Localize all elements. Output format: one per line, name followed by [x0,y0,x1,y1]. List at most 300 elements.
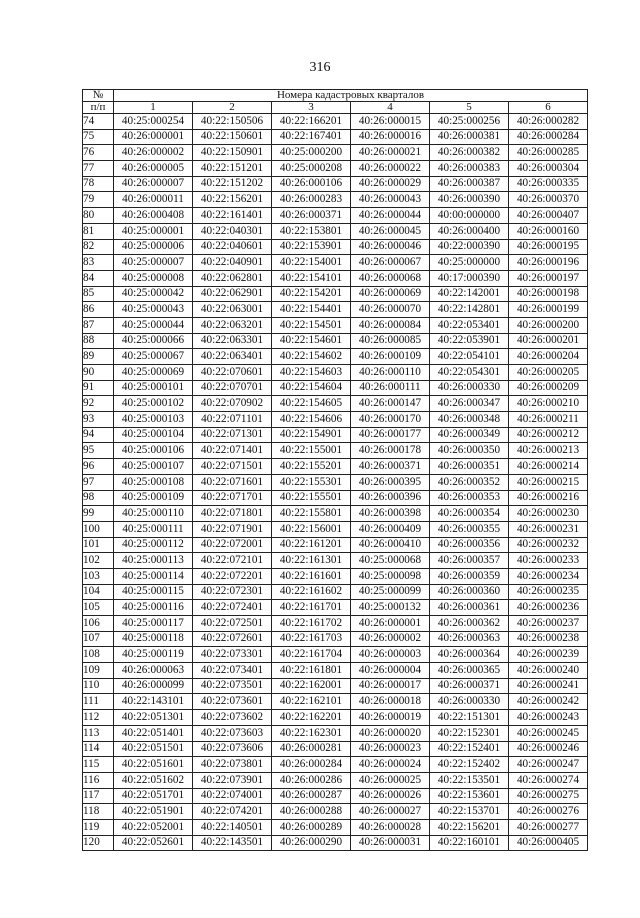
cadastral-code-cell: 40:26:000004 [351,663,430,679]
table-row [83,349,588,365]
cadastral-code-cell: 40:22:160101 [430,835,509,851]
cadastral-code-cell: 40:22:052001 [114,819,193,835]
cadastral-code-cell: 40:22:072201 [193,568,272,584]
row-number-cell: 115 [83,757,114,773]
row-number-cell: 108 [83,647,114,663]
cadastral-code-cell: 40:26:000024 [351,757,430,773]
cadastral-code-cell: 40:26:000361 [430,600,509,616]
cadastral-code-cell: 40:22:154501 [272,317,351,333]
cadastral-code-cell: 40:22:161703 [272,631,351,647]
cadastral-code-cell: 40:26:000017 [351,678,430,694]
row-number-cell: 89 [83,349,114,365]
cadastral-code-cell: 40:26:000212 [509,427,588,443]
cadastral-code-cell: 40:26:000197 [509,270,588,286]
cadastral-code-cell: 40:22:054301 [430,365,509,381]
table-row [83,255,588,271]
cadastral-code-cell: 40:26:000214 [509,459,588,475]
header-number-sign: № [83,90,114,102]
header-row-top [83,90,588,102]
cadastral-code-cell: 40:26:000330 [430,694,509,710]
cadastral-code-cell: 40:26:000274 [509,772,588,788]
cadastral-code-cell: 40:26:000281 [272,741,351,757]
cadastral-code-cell: 40:25:000114 [114,568,193,584]
cadastral-code-cell: 40:25:000117 [114,616,193,632]
cadastral-code-cell: 40:26:000246 [509,741,588,757]
table-row [83,663,588,679]
cadastral-code-cell: 40:26:000349 [430,427,509,443]
cadastral-code-cell: 40:25:000000 [430,255,509,271]
table-row [83,192,588,208]
cadastral-code-cell: 40:22:063201 [193,317,272,333]
cadastral-code-cell: 40:22:150506 [193,114,272,130]
cadastral-code-cell: 40:22:154901 [272,427,351,443]
cadastral-code-cell: 40:22:074201 [193,804,272,820]
row-number-cell: 111 [83,694,114,710]
cadastral-code-cell: 40:26:000147 [351,396,430,412]
row-number-cell: 90 [83,365,114,381]
cadastral-code-cell: 40:26:000410 [351,537,430,553]
row-number-cell: 94 [83,427,114,443]
cadastral-code-cell: 40:26:000201 [509,333,588,349]
cadastral-code-cell: 40:26:000370 [509,192,588,208]
cadastral-code-cell: 40:26:000031 [351,835,430,851]
row-number-cell: 85 [83,286,114,302]
cadastral-code-cell: 40:26:000289 [272,819,351,835]
table-row [83,521,588,537]
table-row [83,835,588,851]
row-number-cell: 99 [83,506,114,522]
table-row [83,819,588,835]
table-row [83,176,588,192]
row-number-cell: 88 [83,333,114,349]
cadastral-code-cell: 40:22:070902 [193,396,272,412]
cadastral-code-cell: 40:26:000242 [509,694,588,710]
cadastral-code-cell: 40:26:000085 [351,333,430,349]
row-number-cell: 87 [83,317,114,333]
row-number-cell: 101 [83,537,114,553]
cadastral-code-cell: 40:26:000029 [351,176,430,192]
cadastral-code-cell: 40:22:150601 [193,129,272,145]
table-row [83,161,588,177]
cadastral-code-cell: 40:26:000084 [351,317,430,333]
cadastral-code-cell: 40:22:143501 [193,835,272,851]
cadastral-code-cell: 40:22:154603 [272,365,351,381]
cadastral-code-cell: 40:22:051701 [114,788,193,804]
cadastral-code-cell: 40:22:154605 [272,396,351,412]
column-number-1: 1 [114,102,193,114]
row-number-cell: 100 [83,521,114,537]
row-number-cell: 97 [83,474,114,490]
row-number-cell: 114 [83,741,114,757]
table-row [83,474,588,490]
cadastral-code-cell: 40:22:073603 [193,725,272,741]
row-number-cell: 110 [83,678,114,694]
cadastral-code-cell: 40:26:000382 [430,145,509,161]
cadastral-code-cell: 40:26:000063 [114,663,193,679]
table-row [83,427,588,443]
cadastral-code-cell: 40:26:000111 [351,380,430,396]
cadastral-code-cell: 40:22:154606 [272,412,351,428]
row-number-cell: 86 [83,302,114,318]
cadastral-code-cell: 40:26:000001 [114,129,193,145]
row-number-cell: 109 [83,663,114,679]
table-row [83,333,588,349]
row-number-cell: 112 [83,710,114,726]
table-row [83,631,588,647]
cadastral-code-cell: 40:26:000362 [430,616,509,632]
row-number-cell: 106 [83,616,114,632]
cadastral-code-cell: 40:22:142001 [430,286,509,302]
cadastral-code-cell: 40:26:000068 [351,270,430,286]
cadastral-code-cell: 40:26:000335 [509,176,588,192]
cadastral-code-cell: 40:26:000160 [509,223,588,239]
cadastral-code-cell: 40:22:073501 [193,678,272,694]
cadastral-code-cell: 40:26:000395 [351,474,430,490]
cadastral-code-cell: 40:22:153801 [272,223,351,239]
cadastral-code-cell: 40:25:000132 [351,600,430,616]
cadastral-code-cell: 40:25:000068 [351,553,430,569]
cadastral-code-cell: 40:26:000198 [509,286,588,302]
cadastral-code-cell: 40:26:000195 [509,239,588,255]
table-row [83,741,588,757]
cadastral-code-cell: 40:25:000099 [351,584,430,600]
cadastral-code-cell: 40:26:000002 [351,631,430,647]
cadastral-code-cell: 40:26:000285 [509,145,588,161]
column-number-4: 4 [351,102,430,114]
cadastral-code-cell: 40:22:161401 [193,208,272,224]
cadastral-code-cell: 40:22:155501 [272,490,351,506]
cadastral-code-cell: 40:26:000275 [509,788,588,804]
cadastral-code-cell: 40:26:000238 [509,631,588,647]
cadastral-code-cell: 40:22:152401 [430,741,509,757]
cadastral-code-cell: 40:22:072301 [193,584,272,600]
table-row [83,772,588,788]
cadastral-code-cell: 40:26:000352 [430,474,509,490]
cadastral-code-cell: 40:22:152402 [430,757,509,773]
row-number-cell: 119 [83,819,114,835]
cadastral-code-cell: 40:26:000235 [509,584,588,600]
row-number-cell: 107 [83,631,114,647]
table-row [83,584,588,600]
cadastral-code-cell: 40:25:000256 [430,114,509,130]
cadastral-code-cell: 40:26:000020 [351,725,430,741]
cadastral-code-cell: 40:26:000357 [430,553,509,569]
cadastral-code-cell: 40:25:000101 [114,380,193,396]
cadastral-code-cell: 40:26:000359 [430,568,509,584]
row-number-cell: 93 [83,412,114,428]
row-number-cell: 103 [83,568,114,584]
cadastral-code-cell: 40:26:000178 [351,443,430,459]
cadastral-code-cell: 40:26:000351 [430,459,509,475]
cadastral-code-cell: 40:22:166201 [272,114,351,130]
table-row [83,239,588,255]
page-number: 316 [309,60,331,75]
cadastral-code-cell: 40:26:000216 [509,490,588,506]
row-number-cell: 118 [83,804,114,820]
cadastral-code-cell: 40:22:142801 [430,302,509,318]
cadastral-code-cell: 40:25:000102 [114,396,193,412]
cadastral-code-cell: 40:26:000405 [509,835,588,851]
cadastral-code-cell: 40:25:000044 [114,317,193,333]
cadastral-code-cell: 40:22:072601 [193,631,272,647]
row-number-cell: 77 [83,161,114,177]
cadastral-code-cell: 40:25:000066 [114,333,193,349]
cadastral-code-cell: 40:26:000106 [272,176,351,192]
cadastral-code-cell: 40:22:161701 [272,600,351,616]
cadastral-code-cell: 40:26:000236 [509,600,588,616]
table-row [83,616,588,632]
table-row [83,568,588,584]
cadastral-code-cell: 40:22:140501 [193,819,272,835]
table-row [83,223,588,239]
cadastral-code-cell: 40:22:072001 [193,537,272,553]
cadastral-code-cell: 40:25:000112 [114,537,193,553]
table-row [83,678,588,694]
cadastral-code-cell: 40:26:000070 [351,302,430,318]
cadastral-table [82,89,588,851]
cadastral-code-cell: 40:22:155001 [272,443,351,459]
cadastral-code-cell: 40:22:161201 [272,537,351,553]
table-row [83,317,588,333]
cadastral-code-cell: 40:26:000371 [272,208,351,224]
cadastral-code-cell: 40:25:000118 [114,631,193,647]
row-number-cell: 83 [83,255,114,271]
cadastral-code-cell: 40:22:051401 [114,725,193,741]
cadastral-code-cell: 40:26:000003 [351,647,430,663]
table-row [83,208,588,224]
cadastral-code-cell: 40:22:051301 [114,710,193,726]
cadastral-code-cell: 40:26:000363 [430,631,509,647]
cadastral-code-cell: 40:22:063301 [193,333,272,349]
cadastral-code-cell: 40:26:000205 [509,365,588,381]
cadastral-code-cell: 40:26:000209 [509,380,588,396]
cadastral-code-cell: 40:22:051602 [114,772,193,788]
cadastral-code-cell: 40:22:161602 [272,584,351,600]
cadastral-code-cell: 40:26:000028 [351,819,430,835]
cadastral-code-cell: 40:26:000381 [430,129,509,145]
cadastral-code-cell: 40:26:000018 [351,694,430,710]
cadastral-code-cell: 40:22:071901 [193,521,272,537]
cadastral-code-cell: 40:25:000110 [114,506,193,522]
cadastral-code-cell: 40:25:000042 [114,286,193,302]
cadastral-code-cell: 40:26:000371 [430,678,509,694]
cadastral-code-cell: 40:22:153601 [430,788,509,804]
row-number-cell: 84 [83,270,114,286]
row-number-cell: 113 [83,725,114,741]
cadastral-code-cell: 40:22:040601 [193,239,272,255]
row-number-cell: 117 [83,788,114,804]
cadastral-code-cell: 40:22:070701 [193,380,272,396]
cadastral-code-cell: 40:22:062901 [193,286,272,302]
row-number-cell: 104 [83,584,114,600]
cadastral-code-cell: 40:26:000355 [430,521,509,537]
table-row [83,804,588,820]
cadastral-code-cell: 40:22:070601 [193,365,272,381]
cadastral-code-cell: 40:22:162201 [272,710,351,726]
cadastral-code-cell: 40:26:000021 [351,145,430,161]
cadastral-code-cell: 40:22:040301 [193,223,272,239]
cadastral-code-cell: 40:26:000354 [430,506,509,522]
cadastral-code-cell: 40:25:000208 [272,161,351,177]
cadastral-code-cell: 40:22:051501 [114,741,193,757]
column-number-6: 6 [509,102,588,114]
table-row [83,114,588,130]
cadastral-code-cell: 40:22:154101 [272,270,351,286]
table-row [83,286,588,302]
cadastral-code-cell: 40:26:000398 [351,506,430,522]
table-row [83,788,588,804]
cadastral-code-cell: 40:26:000045 [351,223,430,239]
cadastral-code-cell: 40:22:161801 [272,663,351,679]
header-group-title: Номера кадастровых кварталов [114,90,588,102]
cadastral-code-cell: 40:26:000233 [509,553,588,569]
cadastral-code-cell: 40:26:000015 [351,114,430,130]
cadastral-code-cell: 40:22:071101 [193,412,272,428]
cadastral-code-cell: 40:26:000330 [430,380,509,396]
cadastral-code-cell: 40:22:162101 [272,694,351,710]
cadastral-code-cell: 40:26:000007 [114,176,193,192]
cadastral-code-cell: 40:22:071801 [193,506,272,522]
cadastral-code-cell: 40:22:153701 [430,804,509,820]
cadastral-code-cell: 40:26:000290 [272,835,351,851]
cadastral-code-cell: 40:26:000239 [509,647,588,663]
cadastral-code-cell: 40:22:162001 [272,678,351,694]
cadastral-code-cell: 40:26:000276 [509,804,588,820]
cadastral-code-cell: 40:26:000005 [114,161,193,177]
cadastral-code-cell: 40:22:071701 [193,490,272,506]
cadastral-code-cell: 40:26:000023 [351,741,430,757]
cadastral-code-cell: 40:22:161601 [272,568,351,584]
cadastral-code-cell: 40:22:073301 [193,647,272,663]
cadastral-code-cell: 40:22:152301 [430,725,509,741]
row-number-cell: 74 [83,114,114,130]
cadastral-code-cell: 40:26:000400 [430,223,509,239]
cadastral-code-cell: 40:25:000107 [114,459,193,475]
table-row [83,396,588,412]
cadastral-code-cell: 40:25:000109 [114,490,193,506]
cadastral-code-cell: 40:00:000000 [430,208,509,224]
cadastral-code-cell: 40:26:000396 [351,490,430,506]
cadastral-code-cell: 40:25:000106 [114,443,193,459]
cadastral-code-cell: 40:25:000254 [114,114,193,130]
cadastral-code-cell: 40:25:000119 [114,647,193,663]
cadastral-code-cell: 40:26:000200 [509,317,588,333]
row-number-cell: 81 [83,223,114,239]
cadastral-code-cell: 40:26:000364 [430,647,509,663]
cadastral-code-cell: 40:22:153901 [272,239,351,255]
cadastral-code-cell: 40:26:000277 [509,819,588,835]
cadastral-code-cell: 40:25:000111 [114,521,193,537]
table-row [83,647,588,663]
cadastral-code-cell: 40:22:167401 [272,129,351,145]
cadastral-code-cell: 40:26:000245 [509,725,588,741]
table-row [83,443,588,459]
cadastral-code-cell: 40:22:073801 [193,757,272,773]
cadastral-code-cell: 40:22:063401 [193,349,272,365]
table-row [83,757,588,773]
cadastral-code-cell: 40:22:051901 [114,804,193,820]
table-row [83,365,588,381]
cadastral-code-cell: 40:22:154604 [272,380,351,396]
row-number-cell: 80 [83,208,114,224]
cadastral-code-cell: 40:26:000237 [509,616,588,632]
cadastral-code-cell: 40:22:052601 [114,835,193,851]
cadastral-code-cell: 40:22:053401 [430,317,509,333]
cadastral-code-cell: 40:26:000069 [351,286,430,302]
cadastral-code-cell: 40:25:000069 [114,365,193,381]
cadastral-code-cell: 40:22:073601 [193,694,272,710]
row-number-cell: 75 [83,129,114,145]
cadastral-code-cell: 40:26:000215 [509,474,588,490]
cadastral-code-cell: 40:26:000232 [509,537,588,553]
cadastral-code-cell: 40:26:000099 [114,678,193,694]
table-row [83,490,588,506]
cadastral-code-cell: 40:26:000387 [430,176,509,192]
cadastral-code-cell: 40:26:000109 [351,349,430,365]
cadastral-code-cell: 40:22:151301 [430,710,509,726]
cadastral-code-cell: 40:26:000390 [430,192,509,208]
table-row [83,145,588,161]
row-number-cell: 102 [83,553,114,569]
row-number-cell: 79 [83,192,114,208]
cadastral-code-cell: 40:22:162301 [272,725,351,741]
cadastral-code-cell: 40:25:000103 [114,412,193,428]
table-row [83,553,588,569]
cadastral-code-cell: 40:26:000022 [351,161,430,177]
table-row [83,710,588,726]
cadastral-code-cell: 40:25:000113 [114,553,193,569]
cadastral-code-cell: 40:22:155201 [272,459,351,475]
cadastral-code-cell: 40:22:051601 [114,757,193,773]
cadastral-code-cell: 40:22:072101 [193,553,272,569]
cadastral-code-cell: 40:26:000243 [509,710,588,726]
cadastral-code-cell: 40:26:000347 [430,396,509,412]
cadastral-code-cell: 40:26:000283 [272,192,351,208]
table-row [83,129,588,145]
table-row [83,270,588,286]
row-number-cell: 98 [83,490,114,506]
cadastral-code-cell: 40:26:000025 [351,772,430,788]
cadastral-code-cell: 40:22:054101 [430,349,509,365]
cadastral-code-cell: 40:26:000067 [351,255,430,271]
cadastral-code-cell: 40:26:000240 [509,663,588,679]
row-number-cell: 92 [83,396,114,412]
cadastral-code-cell: 40:26:000199 [509,302,588,318]
cadastral-code-cell: 40:22:071501 [193,459,272,475]
cadastral-code-cell: 40:22:154602 [272,349,351,365]
cadastral-code-cell: 40:26:000383 [430,161,509,177]
cadastral-code-cell: 40:26:000360 [430,584,509,600]
row-number-cell: 96 [83,459,114,475]
table-body [83,114,588,851]
cadastral-code-cell: 40:22:063001 [193,302,272,318]
cadastral-code-cell: 40:22:073901 [193,772,272,788]
row-number-cell: 76 [83,145,114,161]
cadastral-code-cell: 40:26:000011 [114,192,193,208]
cadastral-code-cell: 40:22:072401 [193,600,272,616]
cadastral-code-cell: 40:26:000284 [272,757,351,773]
cadastral-code-cell: 40:26:000177 [351,427,430,443]
cadastral-code-cell: 40:22:150901 [193,145,272,161]
cadastral-code-cell: 40:22:073602 [193,710,272,726]
cadastral-code-cell: 40:22:072501 [193,616,272,632]
cadastral-code-cell: 40:25:000115 [114,584,193,600]
cadastral-code-cell: 40:26:000043 [351,192,430,208]
cadastral-code-cell: 40:26:000213 [509,443,588,459]
cadastral-code-cell: 40:22:151202 [193,176,272,192]
header-row-columns [83,102,588,114]
cadastral-code-cell: 40:22:071301 [193,427,272,443]
